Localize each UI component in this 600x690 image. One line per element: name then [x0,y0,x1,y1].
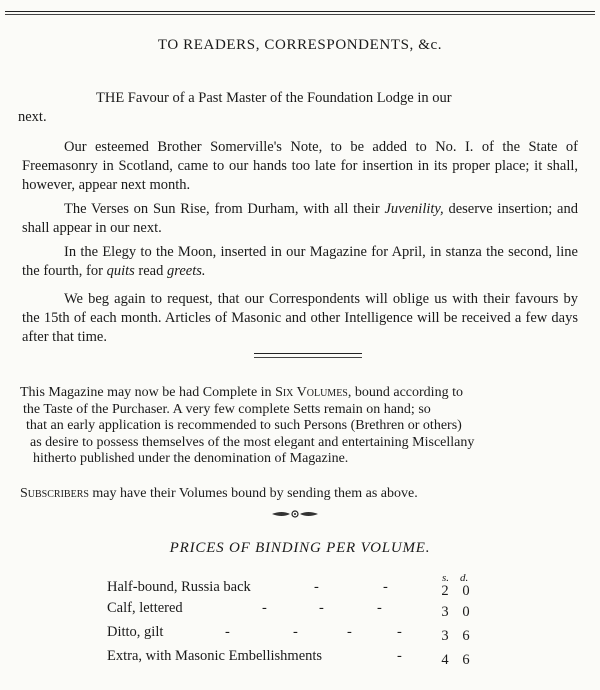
section-heading: TO READERS, CORRESPONDENTS, &c. [157,37,443,53]
shillings-column-header: s. [442,572,450,584]
price-pence: 6 [462,628,470,644]
leader-dash: - [377,600,382,616]
top-rule [5,11,595,12]
notice-line-4: as desire to possess themselves of the most elegant and entertaining Miscellany [30,434,475,450]
notice-line-1 [20,385,580,402]
p4-text-a: In the Elegy to the Moon, inserted in our Magazine for April, in stanza the second, line the fourth, for [22,244,578,279]
notice-paragraph-4 [22,243,578,281]
price-pence: 6 [462,652,470,668]
price-pence: 0 [462,604,470,620]
middle-rule-thin [254,357,362,358]
notice-paragraph-1 [18,89,578,127]
price-shillings: 4 [441,652,449,668]
p1-tail-text: next. [18,109,47,125]
price-pence: 0 [462,583,470,599]
middle-rule [254,353,362,354]
magazine-availability-notice [20,385,580,468]
price-shillings: 2 [441,583,449,599]
leader-dash: - [262,600,267,616]
notice-paragraph-2: Our esteemed Brother Somerville's Note, to be added to No. I. of the State of Freemasonry in Scotland, came to our hands too late for insertion in its proper place; it shall, however, appear next month. [22,139,578,193]
binding-type: Half-bound, Russia back [107,579,251,595]
top-rule-thin [5,14,595,15]
subscribers-word: Subscribers [20,486,89,501]
subscribers-rest: may have their Volumes bound by sending them as above. [88,486,418,501]
p1-main-text: THE Favour of a Past Master of the Foundation Lodge in our [96,90,452,106]
leader-dash: - [347,624,352,640]
six-volumes-text: Six Volumes [275,385,348,400]
price-shillings: 3 [441,604,449,620]
binding-type: Calf, lettered [107,600,183,616]
notice-line-2: the Taste of the Purchaser. A very few complete Setts remain on hand; so [23,401,431,417]
notice-line-5: hitherto published under the denomination of Magazine. [33,451,349,466]
notice-line-1a: This Magazine may now be had Complete in [20,385,276,400]
leader-dash: - [397,648,402,664]
prices-title: PRICES OF BINDING PER VOLUME. [169,540,431,556]
pence-column-header: d. [460,572,469,584]
p3-text-a: The Verses on Sun Rise, from Durham, with all their [64,201,385,217]
binding-type: Extra, with Masonic Embellishments [107,648,323,664]
leader-dash: - [293,624,298,640]
p4-text-b: read [134,263,167,279]
notice-paragraph-3 [22,200,578,238]
notice-line-3: that an early application is recommended to such Persons (Brethren or others) [26,418,462,433]
leader-dash: - [225,624,230,640]
leader-dash: - [319,600,324,616]
leader-dash: - [397,624,402,640]
binding-type: Ditto, gilt [107,624,164,640]
p3-italic-word: Juvenility, [384,201,444,217]
notice-paragraph-5: We beg again to request, that our Correspondents will oblige us with their favours by the 15th of each month. Articles of Masonic and other Intelligence will be received a few days after that time. [22,291,578,345]
p4-italic-quits: quits [106,263,135,279]
subscribers-notice [20,485,580,502]
leader-dash: - [383,579,388,595]
p3-text-b: deserve insertion; and shall appear in our next. [22,201,578,236]
leader-dash: - [314,579,319,595]
p4-italic-greets: greets. [166,263,206,279]
price-shillings: 3 [441,628,449,644]
ornament-divider-icon [270,507,320,521]
notice-line-1b: , bound according to [347,385,463,400]
